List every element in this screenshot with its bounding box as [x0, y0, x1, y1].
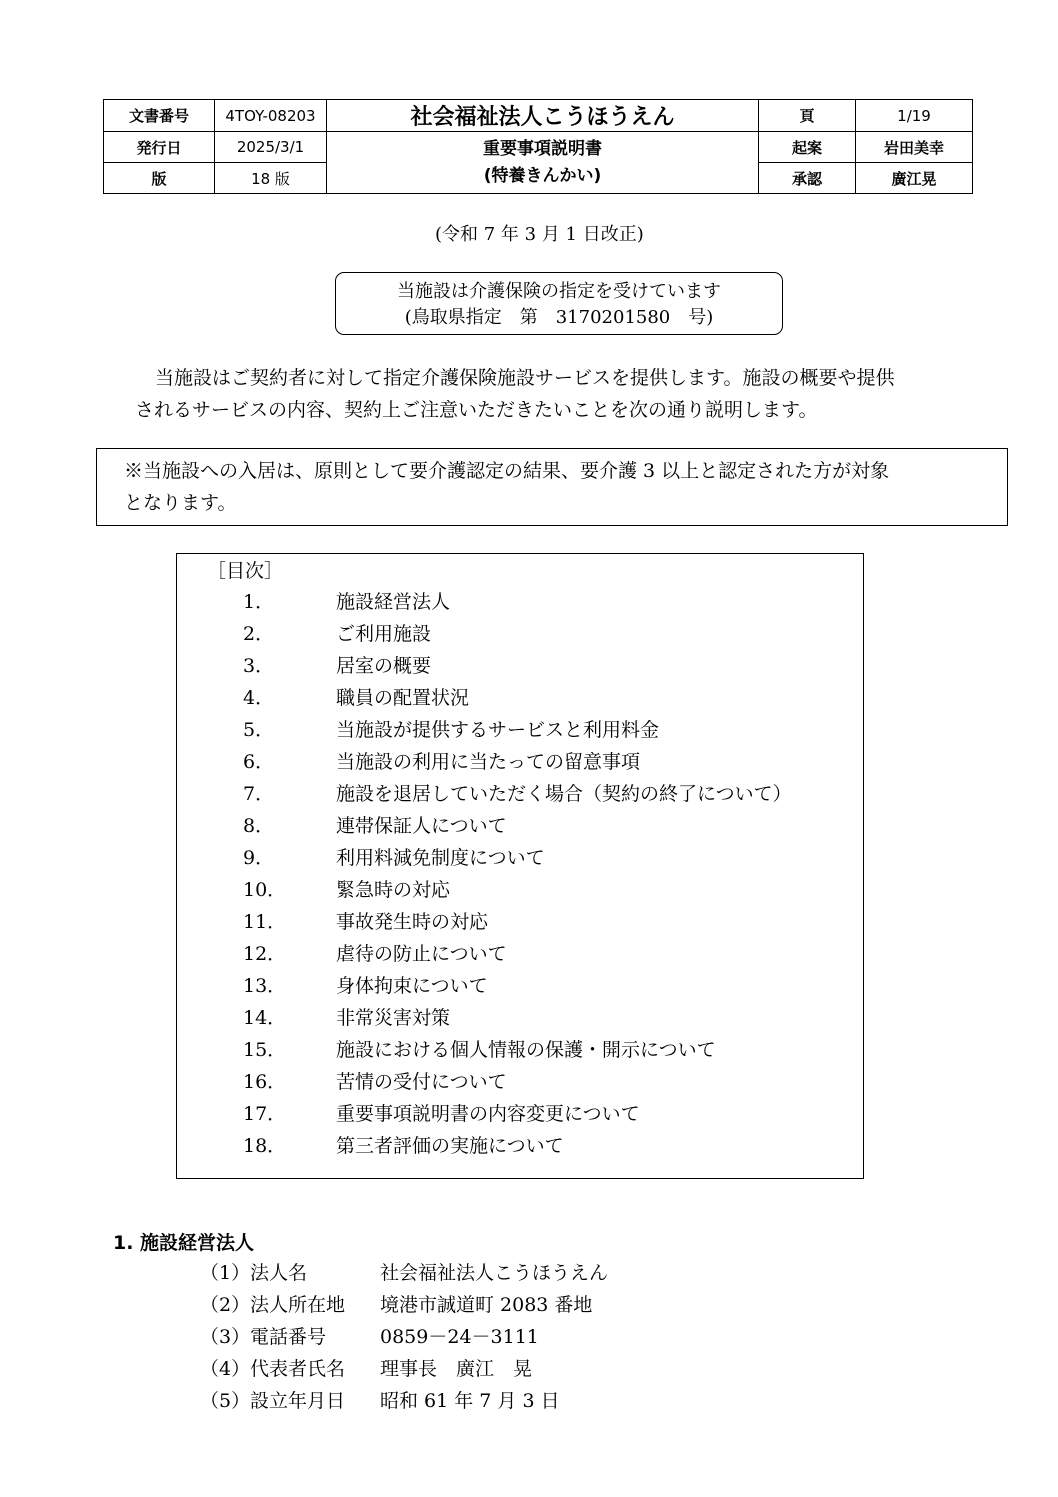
corp-info-value: 境港市誠道町 2083 番地 [380, 1294, 593, 1316]
corporation-info-row [200, 1321, 800, 1353]
toc-item [177, 842, 863, 874]
corp-info-label: 電話番号 [250, 1326, 327, 1348]
corp-info-number: （5） [200, 1390, 251, 1412]
corp-info-number: （2） [200, 1294, 251, 1316]
document-title: 重要事項説明書 [483, 138, 602, 159]
issued-label: 発行日 [104, 132, 215, 163]
toc-item-label: 施設経営法人 [336, 591, 451, 613]
caution-line-2: となります。 [124, 492, 237, 514]
toc-item-number: 5． [243, 719, 275, 741]
corp-info-value: 昭和 61 年 7 月 3 日 [380, 1390, 560, 1412]
toc-item-label: 居室の概要 [336, 655, 432, 677]
toc-item [177, 650, 863, 682]
corp-info-label: 法人所在地 [250, 1294, 346, 1316]
corp-info-value: 理事長 廣江 晃 [380, 1358, 533, 1380]
toc-item-number: 12． [243, 943, 287, 965]
toc-item-label: 事故発生時の対応 [336, 911, 489, 933]
toc-item [177, 1130, 863, 1162]
toc-item-number: 2． [243, 623, 275, 645]
toc-item-label: 重要事項説明書の内容変更について [336, 1103, 640, 1125]
toc-title: ［目次］ [207, 560, 284, 582]
table-of-contents [176, 553, 864, 1179]
toc-item [177, 746, 863, 778]
toc-item-number: 9． [243, 847, 275, 869]
toc-item-label: 緊急時の対応 [336, 879, 451, 901]
toc-item-number: 11． [243, 911, 287, 933]
toc-item-label: ご利用施設 [336, 623, 432, 645]
edition-value: 18 版 [215, 163, 327, 194]
revision-date: (令和 7 年 3 月 1 日改正) [435, 224, 644, 245]
toc-item-number: 1． [243, 591, 275, 613]
toc-item-label: 虐待の防止について [336, 943, 507, 965]
toc-item-label: 職員の配置状況 [336, 687, 470, 709]
toc-item [177, 682, 863, 714]
toc-item-number: 8． [243, 815, 275, 837]
toc-item-label: 苦情の受付について [336, 1071, 507, 1093]
toc-item-number: 13． [243, 975, 287, 997]
toc-item-label: 利用料減免制度について [336, 847, 545, 869]
toc-item-number: 6． [243, 751, 275, 773]
page-value: 1/19 [856, 100, 973, 132]
toc-item-number: 18． [243, 1135, 287, 1157]
designation-notice [335, 272, 783, 335]
intro-paragraph [135, 362, 1005, 426]
issued-date: 2025/3/1 [215, 132, 327, 163]
edition-label: 版 [104, 163, 215, 194]
toc-item-label: 非常災害対策 [336, 1007, 451, 1029]
toc-item-number: 4． [243, 687, 275, 709]
corporation-info-row [200, 1353, 800, 1385]
intro-line-1: 当施設はご契約者に対して指定介護保険施設サービスを提供します。施設の概要や提供 [155, 367, 895, 389]
corp-info-label: 代表者氏名 [250, 1358, 346, 1380]
toc-item-number: 14． [243, 1007, 287, 1029]
toc-item-number: 17． [243, 1103, 287, 1125]
page-label: 頁 [759, 100, 856, 132]
toc-item [177, 586, 863, 618]
toc-item [177, 970, 863, 1002]
document-header-table [103, 99, 973, 194]
toc-item-label: 施設を退居していただく場合（契約の終了について） [336, 783, 792, 805]
corp-info-number: （4） [200, 1358, 251, 1380]
notice-line-2: (鳥取県指定 第 3170201580 号) [404, 307, 714, 328]
toc-item-label: 連帯保証人について [336, 815, 507, 837]
document-title-cell [327, 132, 759, 194]
intro-line-2: されるサービスの内容、契約上ご注意いただきたいことを次の通り説明します。 [135, 399, 818, 421]
toc-item-label: 当施設が提供するサービスと利用料金 [336, 719, 660, 741]
section-1-heading: 1. 施設経営法人 [113, 1232, 255, 1254]
toc-item-number: 3． [243, 655, 275, 677]
corp-info-label: 設立年月日 [250, 1390, 346, 1412]
corporation-info-row [200, 1385, 800, 1417]
caution-line-1: ※当施設への入居は、原則として要介護認定の結果、要介護 3 以上と認定された方が対象 [124, 460, 890, 482]
corp-info-value: 社会福祉法人こうほうえん [380, 1262, 609, 1284]
toc-item-label: 施設における個人情報の保護・開示について [336, 1039, 716, 1061]
corp-info-value: 0859－24－3111 [380, 1326, 539, 1348]
toc-item [177, 1098, 863, 1130]
toc-item [177, 778, 863, 810]
corp-info-number: （3） [200, 1326, 251, 1348]
approve-label: 承認 [759, 163, 856, 194]
notice-line-1: 当施設は介護保険の指定を受けています [397, 281, 721, 302]
approve-name: 廣江晃 [856, 163, 973, 194]
toc-item [177, 1066, 863, 1098]
toc-item [177, 714, 863, 746]
doc-number: 4TOY-08203 [215, 100, 327, 132]
toc-item [177, 1002, 863, 1034]
toc-item [177, 906, 863, 938]
toc-item [177, 810, 863, 842]
toc-item [177, 1034, 863, 1066]
draft-name: 岩田美幸 [856, 132, 973, 163]
toc-item-number: 7． [243, 783, 275, 805]
toc-item [177, 874, 863, 906]
toc-item-label: 第三者評価の実施について [336, 1135, 564, 1157]
corp-info-label: 法人名 [250, 1262, 308, 1284]
document-subtitle: (特養きんかい) [483, 165, 602, 186]
toc-item-label: 身体拘束について [336, 975, 488, 997]
corporation-info-row [200, 1257, 800, 1289]
admission-caution-box [96, 448, 1008, 526]
corp-info-number: （1） [200, 1262, 251, 1284]
doc-number-label: 文書番号 [104, 100, 215, 132]
organization-name: 社会福祉法人こうほうえん [327, 100, 759, 132]
toc-item-number: 15． [243, 1039, 287, 1061]
toc-item [177, 938, 863, 970]
draft-label: 起案 [759, 132, 856, 163]
toc-item-number: 16． [243, 1071, 287, 1093]
corporation-info-row [200, 1289, 800, 1321]
toc-item-number: 10． [243, 879, 287, 901]
toc-item [177, 618, 863, 650]
toc-item-label: 当施設の利用に当たっての留意事項 [336, 751, 641, 773]
